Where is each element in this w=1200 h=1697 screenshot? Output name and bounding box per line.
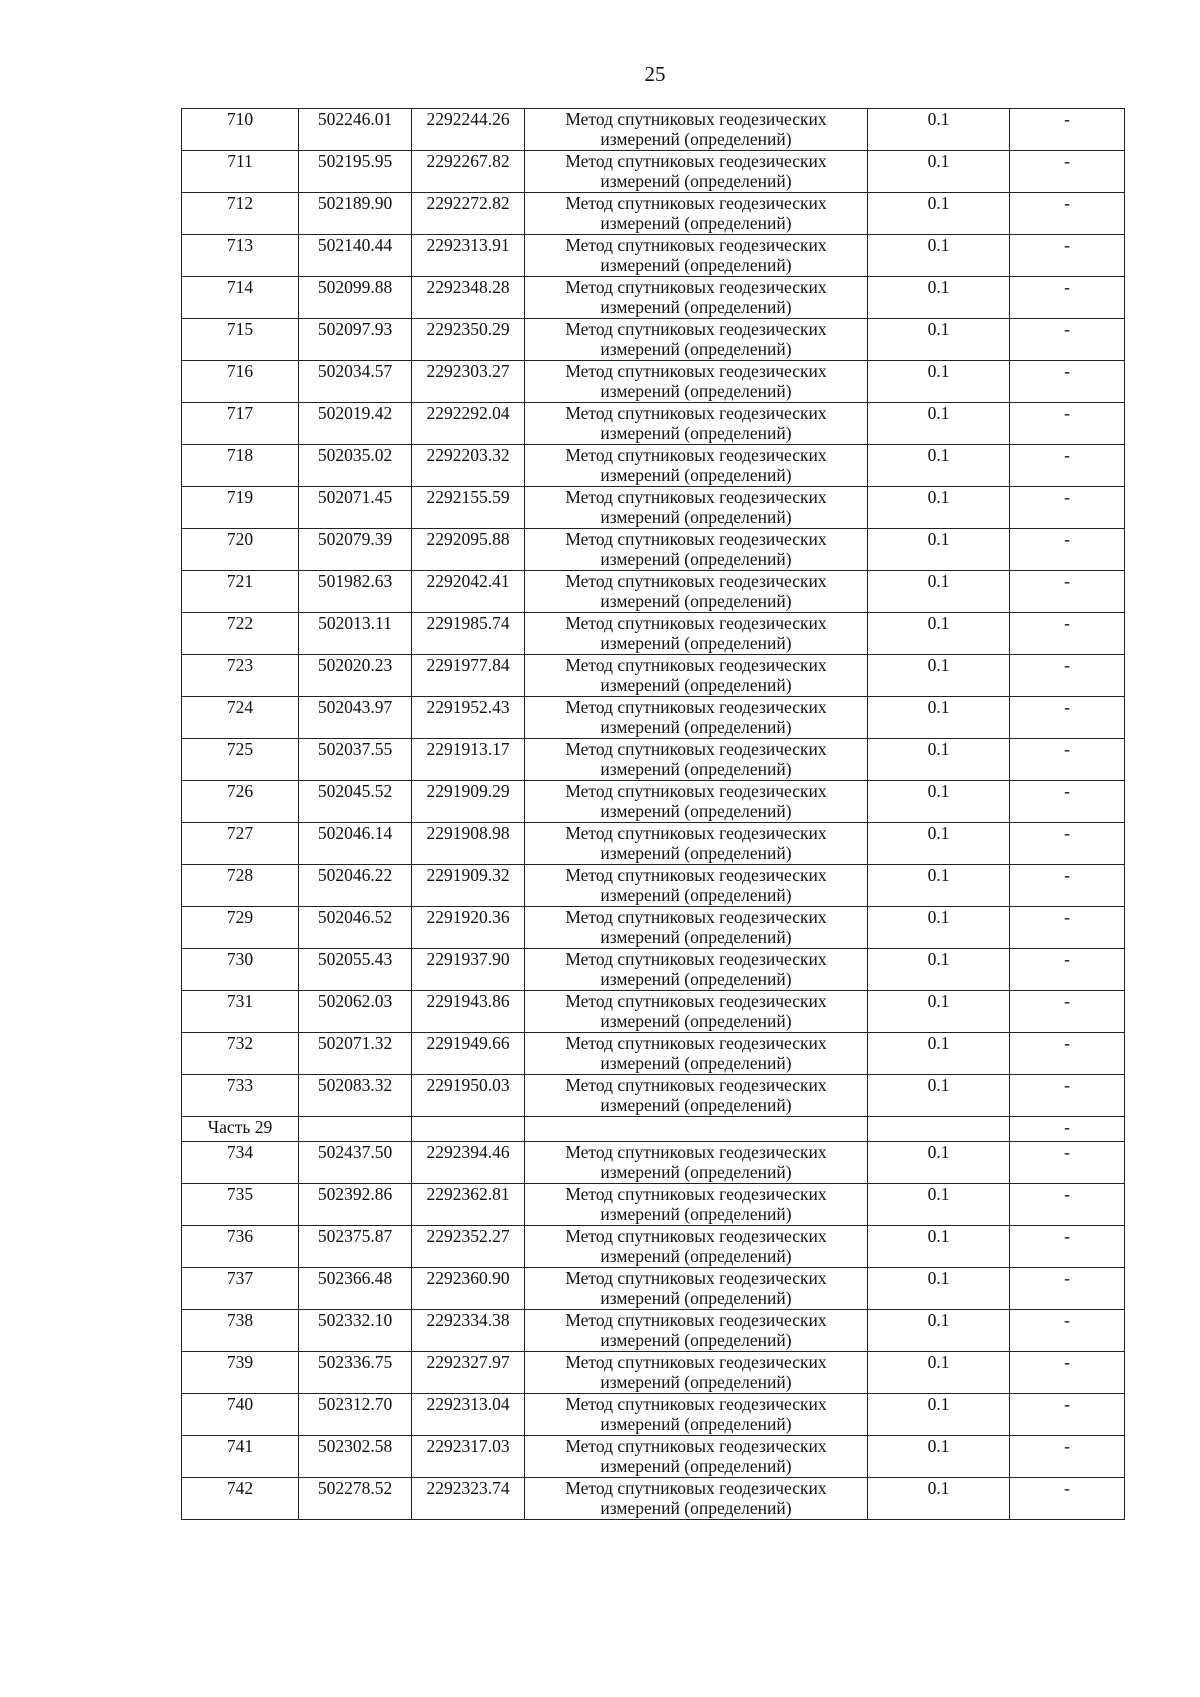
y-coordinate-cell: 2291913.17 bbox=[412, 739, 525, 781]
section-label: Часть 29 bbox=[182, 1117, 299, 1142]
point-number-cell: 727 bbox=[182, 823, 299, 865]
method-cell: Метод спутниковых геодезических измерений (определений) bbox=[525, 865, 868, 907]
x-coordinate-cell: 502246.01 bbox=[299, 109, 412, 151]
x-coordinate-cell: 502055.43 bbox=[299, 949, 412, 991]
accuracy-cell: 0.1 bbox=[868, 235, 1010, 277]
point-number-cell: 735 bbox=[182, 1184, 299, 1226]
x-coordinate-cell: 502189.90 bbox=[299, 193, 412, 235]
y-coordinate-cell: 2292042.41 bbox=[412, 571, 525, 613]
description-cell: - bbox=[1010, 1184, 1125, 1226]
description-cell: - bbox=[1010, 109, 1125, 151]
y-coordinate-cell: 2292155.59 bbox=[412, 487, 525, 529]
x-coordinate-cell: 501982.63 bbox=[299, 571, 412, 613]
method-cell: Метод спутниковых геодезических измерений (определений) bbox=[525, 613, 868, 655]
accuracy-cell: 0.1 bbox=[868, 949, 1010, 991]
table-row bbox=[182, 151, 1125, 193]
x-coordinate-cell: 502046.14 bbox=[299, 823, 412, 865]
point-number-cell: 740 bbox=[182, 1394, 299, 1436]
point-number-cell: 725 bbox=[182, 739, 299, 781]
x-coordinate-cell: 502043.97 bbox=[299, 697, 412, 739]
table-row bbox=[182, 235, 1125, 277]
description-cell: - bbox=[1010, 613, 1125, 655]
point-number-cell: 738 bbox=[182, 1310, 299, 1352]
method-cell: Метод спутниковых геодезических измерений (определений) bbox=[525, 319, 868, 361]
accuracy-cell: 0.1 bbox=[868, 865, 1010, 907]
table-row bbox=[182, 949, 1125, 991]
method-cell: Метод спутниковых геодезических измерений (определений) bbox=[525, 739, 868, 781]
accuracy-cell: 0.1 bbox=[868, 1075, 1010, 1117]
accuracy-cell: 0.1 bbox=[868, 1184, 1010, 1226]
point-number-cell: 721 bbox=[182, 571, 299, 613]
accuracy-cell: 0.1 bbox=[868, 151, 1010, 193]
y-coordinate-cell: 2292244.26 bbox=[412, 109, 525, 151]
x-coordinate-cell: 502336.75 bbox=[299, 1352, 412, 1394]
method-cell: Метод спутниковых геодезических измерений (определений) bbox=[525, 445, 868, 487]
accuracy-cell: 0.1 bbox=[868, 445, 1010, 487]
description-cell: - bbox=[1010, 1352, 1125, 1394]
description-cell: - bbox=[1010, 277, 1125, 319]
method-cell: Метод спутниковых геодезических измерений (определений) bbox=[525, 949, 868, 991]
point-number-cell: 736 bbox=[182, 1226, 299, 1268]
table-row bbox=[182, 1394, 1125, 1436]
method-cell: Метод спутниковых геодезических измерений (определений) bbox=[525, 1352, 868, 1394]
table-row bbox=[182, 781, 1125, 823]
y-coordinate-cell: 2292313.91 bbox=[412, 235, 525, 277]
table-row bbox=[182, 487, 1125, 529]
table-row bbox=[182, 277, 1125, 319]
x-coordinate-cell: 502013.11 bbox=[299, 613, 412, 655]
accuracy-cell: 0.1 bbox=[868, 487, 1010, 529]
x-coordinate-cell: 502097.93 bbox=[299, 319, 412, 361]
empty-cell bbox=[412, 1117, 525, 1142]
x-coordinate-cell: 502079.39 bbox=[299, 529, 412, 571]
method-cell: Метод спутниковых геодезических измерений (определений) bbox=[525, 1184, 868, 1226]
y-coordinate-cell: 2292352.27 bbox=[412, 1226, 525, 1268]
y-coordinate-cell: 2292327.97 bbox=[412, 1352, 525, 1394]
description-cell: - bbox=[1010, 1310, 1125, 1352]
point-number-cell: 739 bbox=[182, 1352, 299, 1394]
accuracy-cell: 0.1 bbox=[868, 655, 1010, 697]
table-row bbox=[182, 1310, 1125, 1352]
table-row bbox=[182, 319, 1125, 361]
y-coordinate-cell: 2292362.81 bbox=[412, 1184, 525, 1226]
x-coordinate-cell: 502035.02 bbox=[299, 445, 412, 487]
accuracy-cell: 0.1 bbox=[868, 1142, 1010, 1184]
y-coordinate-cell: 2291909.29 bbox=[412, 781, 525, 823]
point-number-cell: 713 bbox=[182, 235, 299, 277]
x-coordinate-cell: 502375.87 bbox=[299, 1226, 412, 1268]
table-row bbox=[182, 1478, 1125, 1520]
method-cell: Метод спутниковых геодезических измерений (определений) bbox=[525, 907, 868, 949]
point-number-cell: 734 bbox=[182, 1142, 299, 1184]
accuracy-cell: 0.1 bbox=[868, 991, 1010, 1033]
point-number-cell: 737 bbox=[182, 1268, 299, 1310]
x-coordinate-cell: 502071.45 bbox=[299, 487, 412, 529]
description-cell: - bbox=[1010, 1436, 1125, 1478]
method-cell: Метод спутниковых геодезических измерений (определений) bbox=[525, 403, 868, 445]
description-cell: - bbox=[1010, 1394, 1125, 1436]
y-coordinate-cell: 2292348.28 bbox=[412, 277, 525, 319]
description-cell: - bbox=[1010, 1033, 1125, 1075]
accuracy-cell: 0.1 bbox=[868, 571, 1010, 613]
description-cell: - bbox=[1010, 193, 1125, 235]
y-coordinate-cell: 2291977.84 bbox=[412, 655, 525, 697]
y-coordinate-cell: 2292095.88 bbox=[412, 529, 525, 571]
method-cell: Метод спутниковых геодезических измерений (определений) bbox=[525, 571, 868, 613]
accuracy-cell: 0.1 bbox=[868, 907, 1010, 949]
table-row bbox=[182, 1033, 1125, 1075]
y-coordinate-cell: 2291952.43 bbox=[412, 697, 525, 739]
point-number-cell: 731 bbox=[182, 991, 299, 1033]
accuracy-cell: 0.1 bbox=[868, 739, 1010, 781]
method-cell: Метод спутниковых геодезических измерений (определений) bbox=[525, 1394, 868, 1436]
y-coordinate-cell: 2292303.27 bbox=[412, 361, 525, 403]
point-number-cell: 720 bbox=[182, 529, 299, 571]
table-row bbox=[182, 1436, 1125, 1478]
point-number-cell: 732 bbox=[182, 1033, 299, 1075]
x-coordinate-cell: 502037.55 bbox=[299, 739, 412, 781]
accuracy-cell: 0.1 bbox=[868, 1033, 1010, 1075]
point-number-cell: 712 bbox=[182, 193, 299, 235]
method-cell: Метод спутниковых геодезических измерений (определений) bbox=[525, 1268, 868, 1310]
table-row bbox=[182, 739, 1125, 781]
method-cell: Метод спутниковых геодезических измерений (определений) bbox=[525, 1310, 868, 1352]
table-row bbox=[182, 109, 1125, 151]
method-cell: Метод спутниковых геодезических измерений (определений) bbox=[525, 1075, 868, 1117]
y-coordinate-cell: 2292334.38 bbox=[412, 1310, 525, 1352]
method-cell: Метод спутниковых геодезических измерений (определений) bbox=[525, 1142, 868, 1184]
y-coordinate-cell: 2291908.98 bbox=[412, 823, 525, 865]
description-cell: - bbox=[1010, 1075, 1125, 1117]
description-cell: - bbox=[1010, 991, 1125, 1033]
table-row bbox=[182, 1268, 1125, 1310]
method-cell: Метод спутниковых геодезических измерений (определений) bbox=[525, 1226, 868, 1268]
y-coordinate-cell: 2292360.90 bbox=[412, 1268, 525, 1310]
method-cell: Метод спутниковых геодезических измерений (определений) bbox=[525, 151, 868, 193]
point-number-cell: 724 bbox=[182, 697, 299, 739]
accuracy-cell: 0.1 bbox=[868, 193, 1010, 235]
description-cell: - bbox=[1010, 1268, 1125, 1310]
point-number-cell: 733 bbox=[182, 1075, 299, 1117]
table-row bbox=[182, 1142, 1125, 1184]
method-cell: Метод спутниковых геодезических измерений (определений) bbox=[525, 1478, 868, 1520]
table-row bbox=[182, 361, 1125, 403]
coordinates-table-body bbox=[182, 109, 1125, 1520]
description-cell: - bbox=[1010, 823, 1125, 865]
method-cell: Метод спутниковых геодезических измерений (определений) bbox=[525, 193, 868, 235]
point-number-cell: 719 bbox=[182, 487, 299, 529]
table-row bbox=[182, 193, 1125, 235]
description-cell: - bbox=[1010, 529, 1125, 571]
accuracy-cell: 0.1 bbox=[868, 1226, 1010, 1268]
description-cell: - bbox=[1010, 571, 1125, 613]
empty-cell bbox=[525, 1117, 868, 1142]
description-cell: - bbox=[1010, 487, 1125, 529]
x-coordinate-cell: 502062.03 bbox=[299, 991, 412, 1033]
description-cell: - bbox=[1010, 1142, 1125, 1184]
description-cell: - bbox=[1010, 403, 1125, 445]
table-row bbox=[182, 1226, 1125, 1268]
table-row bbox=[182, 613, 1125, 655]
method-cell: Метод спутниковых геодезических измерений (определений) bbox=[525, 1436, 868, 1478]
accuracy-cell: 0.1 bbox=[868, 781, 1010, 823]
y-coordinate-cell: 2292272.82 bbox=[412, 193, 525, 235]
method-cell: Метод спутниковых геодезических измерений (определений) bbox=[525, 991, 868, 1033]
description-cell: - bbox=[1010, 319, 1125, 361]
table-row bbox=[182, 403, 1125, 445]
x-coordinate-cell: 502392.86 bbox=[299, 1184, 412, 1226]
point-number-cell: 729 bbox=[182, 907, 299, 949]
x-coordinate-cell: 502140.44 bbox=[299, 235, 412, 277]
y-coordinate-cell: 2292350.29 bbox=[412, 319, 525, 361]
method-cell: Метод спутниковых геодезических измерений (определений) bbox=[525, 235, 868, 277]
y-coordinate-cell: 2291949.66 bbox=[412, 1033, 525, 1075]
y-coordinate-cell: 2292292.04 bbox=[412, 403, 525, 445]
y-coordinate-cell: 2291920.36 bbox=[412, 907, 525, 949]
accuracy-cell: 0.1 bbox=[868, 1352, 1010, 1394]
x-coordinate-cell: 502083.32 bbox=[299, 1075, 412, 1117]
y-coordinate-cell: 2292313.04 bbox=[412, 1394, 525, 1436]
accuracy-cell: 0.1 bbox=[868, 529, 1010, 571]
x-coordinate-cell: 502046.22 bbox=[299, 865, 412, 907]
x-coordinate-cell: 502045.52 bbox=[299, 781, 412, 823]
method-cell: Метод спутниковых геодезических измерений (определений) bbox=[525, 277, 868, 319]
point-number-cell: 716 bbox=[182, 361, 299, 403]
method-cell: Метод спутниковых геодезических измерений (определений) bbox=[525, 823, 868, 865]
table-row bbox=[182, 865, 1125, 907]
description-cell: - bbox=[1010, 781, 1125, 823]
y-coordinate-cell: 2291909.32 bbox=[412, 865, 525, 907]
y-coordinate-cell: 2291985.74 bbox=[412, 613, 525, 655]
x-coordinate-cell: 502312.70 bbox=[299, 1394, 412, 1436]
point-number-cell: 710 bbox=[182, 109, 299, 151]
y-coordinate-cell: 2292267.82 bbox=[412, 151, 525, 193]
description-cell: - bbox=[1010, 151, 1125, 193]
description-cell: - bbox=[1010, 361, 1125, 403]
point-number-cell: 717 bbox=[182, 403, 299, 445]
description-cell: - bbox=[1010, 949, 1125, 991]
x-coordinate-cell: 502099.88 bbox=[299, 277, 412, 319]
x-coordinate-cell: 502195.95 bbox=[299, 151, 412, 193]
table-row bbox=[182, 1352, 1125, 1394]
x-coordinate-cell: 502278.52 bbox=[299, 1478, 412, 1520]
method-cell: Метод спутниковых геодезических измерений (определений) bbox=[525, 1033, 868, 1075]
x-coordinate-cell: 502046.52 bbox=[299, 907, 412, 949]
accuracy-cell: 0.1 bbox=[868, 1436, 1010, 1478]
description-cell: - bbox=[1010, 1226, 1125, 1268]
table-row bbox=[182, 655, 1125, 697]
table-row bbox=[182, 907, 1125, 949]
accuracy-cell: 0.1 bbox=[868, 1394, 1010, 1436]
x-coordinate-cell: 502020.23 bbox=[299, 655, 412, 697]
description-cell: - bbox=[1010, 655, 1125, 697]
x-coordinate-cell: 502302.58 bbox=[299, 1436, 412, 1478]
empty-cell bbox=[299, 1117, 412, 1142]
table-row bbox=[182, 697, 1125, 739]
x-coordinate-cell: 502019.42 bbox=[299, 403, 412, 445]
method-cell: Метод спутниковых геодезических измерений (определений) bbox=[525, 781, 868, 823]
x-coordinate-cell: 502034.57 bbox=[299, 361, 412, 403]
table-row bbox=[182, 1184, 1125, 1226]
table-row bbox=[182, 445, 1125, 487]
method-cell: Метод спутниковых геодезических измерений (определений) bbox=[525, 529, 868, 571]
description-cell: - bbox=[1010, 697, 1125, 739]
table-row bbox=[182, 823, 1125, 865]
accuracy-cell: 0.1 bbox=[868, 403, 1010, 445]
section-row bbox=[182, 1117, 1125, 1142]
y-coordinate-cell: 2291950.03 bbox=[412, 1075, 525, 1117]
point-number-cell: 714 bbox=[182, 277, 299, 319]
accuracy-cell: 0.1 bbox=[868, 1478, 1010, 1520]
x-coordinate-cell: 502366.48 bbox=[299, 1268, 412, 1310]
method-cell: Метод спутниковых геодезических измерений (определений) bbox=[525, 487, 868, 529]
x-coordinate-cell: 502071.32 bbox=[299, 1033, 412, 1075]
coordinates-table bbox=[181, 108, 1125, 1520]
point-number-cell: 718 bbox=[182, 445, 299, 487]
y-coordinate-cell: 2292203.32 bbox=[412, 445, 525, 487]
table-row bbox=[182, 1075, 1125, 1117]
method-cell: Метод спутниковых геодезических измерений (определений) bbox=[525, 655, 868, 697]
description-cell: - bbox=[1010, 1117, 1125, 1142]
point-number-cell: 723 bbox=[182, 655, 299, 697]
point-number-cell: 741 bbox=[182, 1436, 299, 1478]
point-number-cell: 726 bbox=[182, 781, 299, 823]
table-row bbox=[182, 991, 1125, 1033]
description-cell: - bbox=[1010, 235, 1125, 277]
point-number-cell: 728 bbox=[182, 865, 299, 907]
point-number-cell: 715 bbox=[182, 319, 299, 361]
x-coordinate-cell: 502437.50 bbox=[299, 1142, 412, 1184]
accuracy-cell: 0.1 bbox=[868, 1268, 1010, 1310]
accuracy-cell: 0.1 bbox=[868, 613, 1010, 655]
accuracy-cell: 0.1 bbox=[868, 823, 1010, 865]
y-coordinate-cell: 2292394.46 bbox=[412, 1142, 525, 1184]
y-coordinate-cell: 2291943.86 bbox=[412, 991, 525, 1033]
description-cell: - bbox=[1010, 445, 1125, 487]
y-coordinate-cell: 2292317.03 bbox=[412, 1436, 525, 1478]
method-cell: Метод спутниковых геодезических измерений (определений) bbox=[525, 109, 868, 151]
point-number-cell: 711 bbox=[182, 151, 299, 193]
method-cell: Метод спутниковых геодезических измерений (определений) bbox=[525, 697, 868, 739]
description-cell: - bbox=[1010, 1478, 1125, 1520]
page-number: 25 bbox=[644, 62, 666, 86]
description-cell: - bbox=[1010, 907, 1125, 949]
method-cell: Метод спутниковых геодезических измерений (определений) bbox=[525, 361, 868, 403]
y-coordinate-cell: 2291937.90 bbox=[412, 949, 525, 991]
point-number-cell: 742 bbox=[182, 1478, 299, 1520]
y-coordinate-cell: 2292323.74 bbox=[412, 1478, 525, 1520]
accuracy-cell: 0.1 bbox=[868, 697, 1010, 739]
accuracy-cell: 0.1 bbox=[868, 361, 1010, 403]
table-row bbox=[182, 571, 1125, 613]
point-number-cell: 722 bbox=[182, 613, 299, 655]
accuracy-cell: 0.1 bbox=[868, 109, 1010, 151]
description-cell: - bbox=[1010, 739, 1125, 781]
accuracy-cell: 0.1 bbox=[868, 319, 1010, 361]
point-number-cell: 730 bbox=[182, 949, 299, 991]
table-row bbox=[182, 529, 1125, 571]
accuracy-cell: 0.1 bbox=[868, 1310, 1010, 1352]
x-coordinate-cell: 502332.10 bbox=[299, 1310, 412, 1352]
accuracy-cell: 0.1 bbox=[868, 277, 1010, 319]
empty-cell bbox=[868, 1117, 1010, 1142]
description-cell: - bbox=[1010, 865, 1125, 907]
